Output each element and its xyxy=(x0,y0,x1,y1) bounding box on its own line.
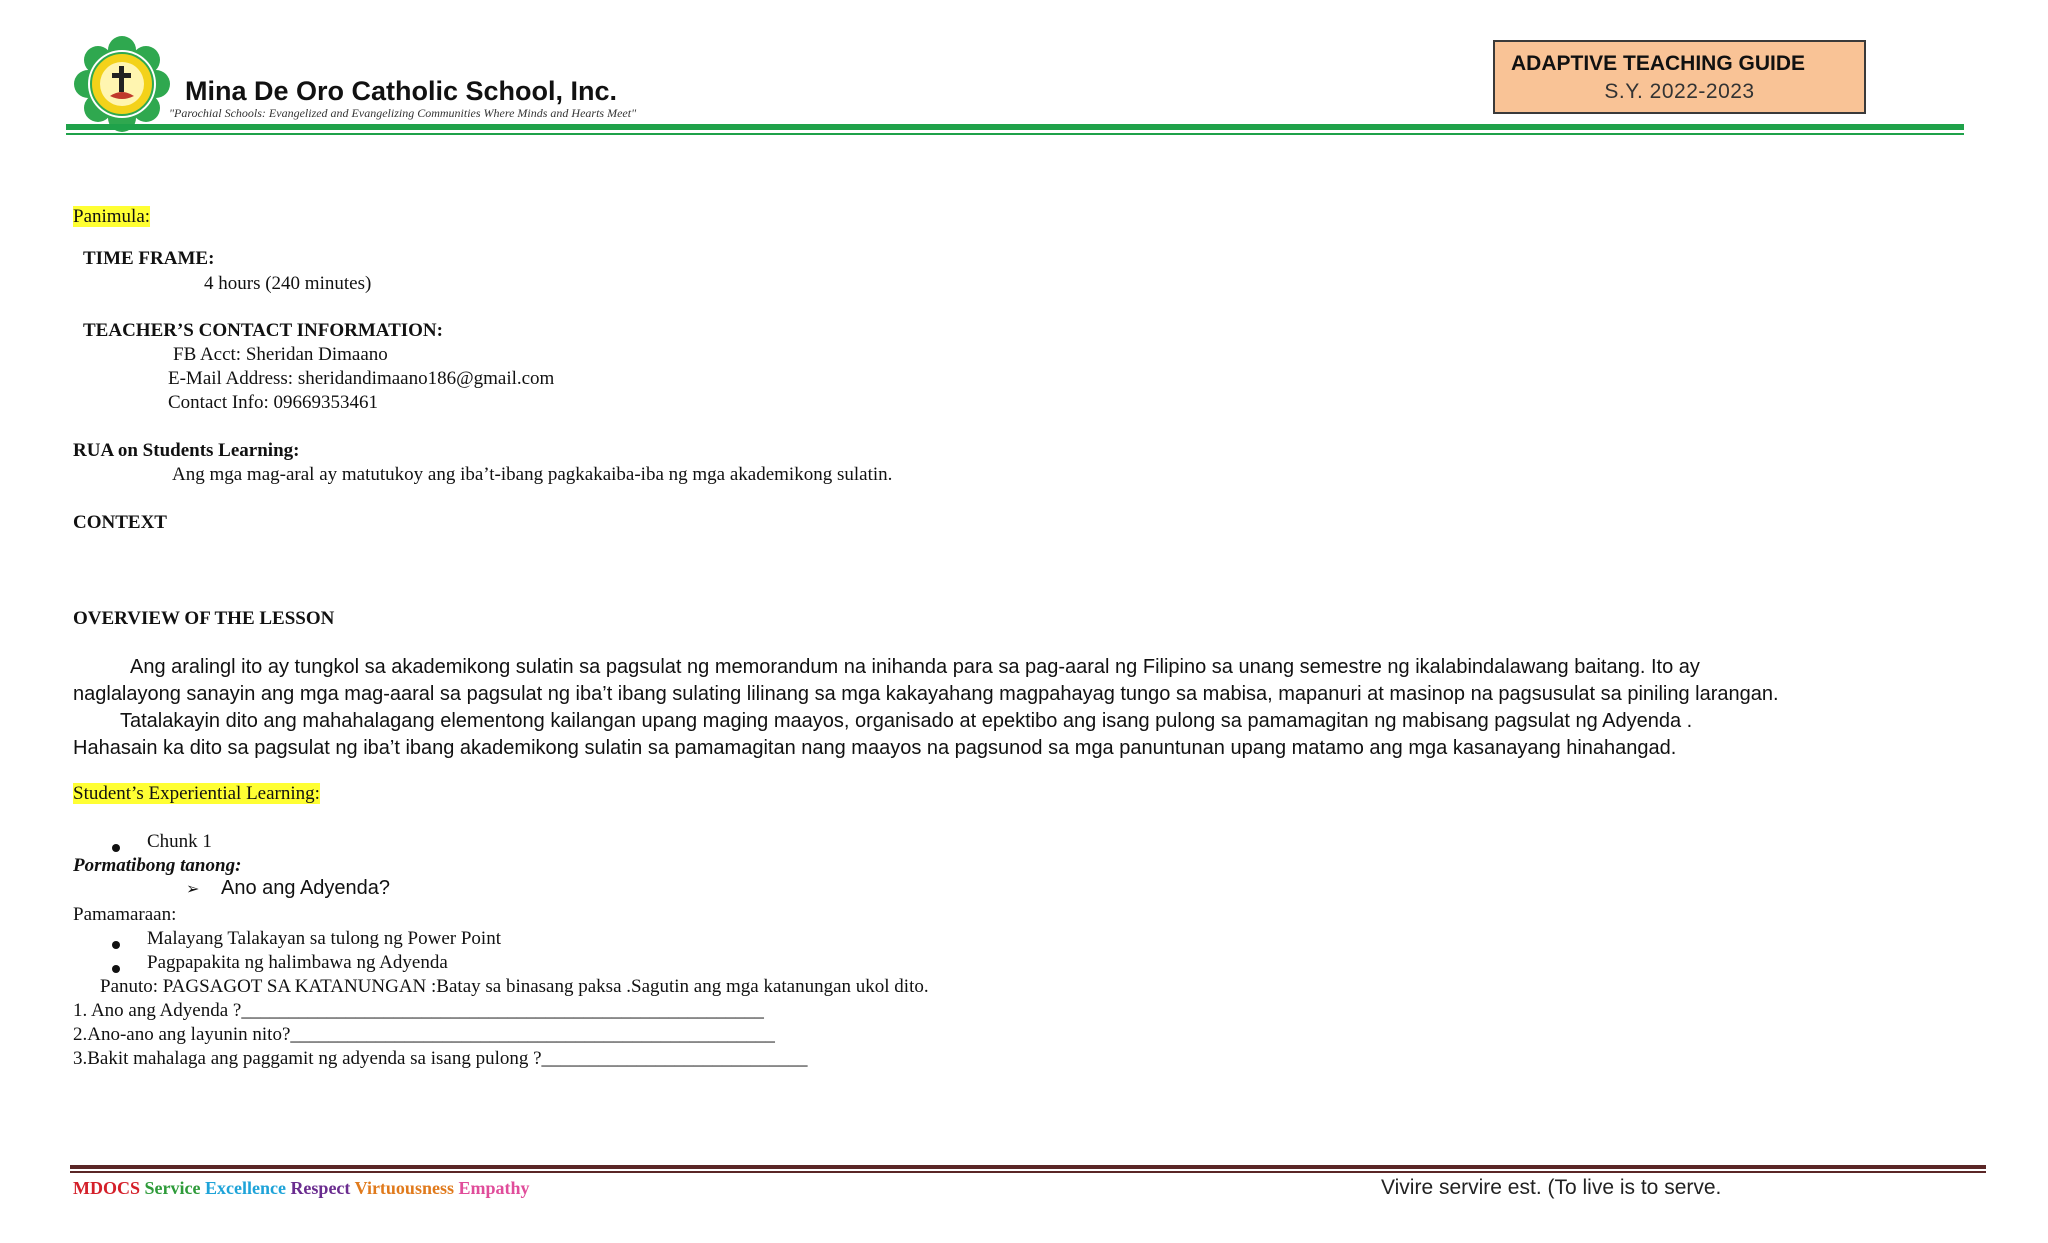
pormatibo-label: Pormatibong tanong: xyxy=(73,855,242,876)
header-divider-thin xyxy=(66,133,1964,135)
header-divider xyxy=(66,124,1964,130)
guide-title-box xyxy=(1493,40,1866,114)
rua-text: Ang mga mag-aral ay matutukoy ang iba’t-ibang pagkakaiba-iba ng mga akademikong sulatin. xyxy=(172,464,893,485)
guide-title: ADAPTIVE TEACHING GUIDE xyxy=(1511,52,1806,75)
footer-divider xyxy=(70,1165,1986,1169)
context-heading: CONTEXT xyxy=(73,512,167,533)
value-empathy: Empathy xyxy=(458,1178,530,1198)
experiential-heading: Student’s Experiential Learning: xyxy=(73,783,320,804)
contact-number: Contact Info: 09669353461 xyxy=(168,392,379,413)
question-1: 1. Ano ang Adyenda ?_______________________________________________________ xyxy=(73,1000,764,1021)
question-2: 2.Ano-ano ang layunin nito?___________________________________________________ xyxy=(73,1024,775,1045)
fb-account: FB Acct: Sheridan Dimaano xyxy=(173,344,388,365)
school-logo xyxy=(74,36,170,132)
overview-line-3: Tatalakayin dito ang mahahalagang elementong kailangan upang maging maayos, organisado at epektibo ang isang pulong sa pamamagitan ng mabisang pagsulat ng Adyenda . xyxy=(120,710,1693,732)
contact-label: TEACHER’S CONTACT INFORMATION: xyxy=(83,320,443,341)
rua-label: RUA on Students Learning: xyxy=(73,440,300,461)
value-service: Service xyxy=(144,1178,201,1198)
value-respect: Respect xyxy=(290,1178,351,1198)
arrow-bullet-icon: ➢ xyxy=(186,881,200,898)
time-frame-value: 4 hours (240 minutes) xyxy=(204,273,372,294)
school-tagline: "Parochial Schools: Evangelized and Evangelizing Communities Where Minds and Hearts Meet" xyxy=(169,106,637,120)
email-address: E-Mail Address: sheridandimaano186@gmail.com xyxy=(168,368,555,389)
question-3: 3.Bakit mahalaga ang paggamit ng adyenda sa isang pulong ?____________________________ xyxy=(73,1048,808,1069)
overview-line-2: naglalayong sanayin ang mga mag-aaral sa pagsulat ng iba’t ibang sulating lilinang sa mga kakayahang magpahayag tungo sa mabisa, mapanuri at masinop na pagsusulat sa piniling larangan. xyxy=(73,683,1779,705)
footer-motto: Vivire servire est. (To live is to serve. xyxy=(1381,1176,1722,1199)
pamamaraan-label: Pamamaraan: xyxy=(73,904,177,925)
method-item-2: Pagpapakita ng halimbawa ng Adyenda xyxy=(147,952,448,973)
overview-heading: OVERVIEW OF THE LESSON xyxy=(73,608,335,629)
time-frame-label: TIME FRAME: xyxy=(83,248,215,269)
school-year: S.Y. 2022-2023 xyxy=(1604,80,1755,103)
bullet-icon xyxy=(112,934,120,953)
question-text: Ano ang Adyenda? xyxy=(221,877,391,899)
panimula-heading: Panimula: xyxy=(73,206,151,227)
chunk-label: Chunk 1 xyxy=(147,831,212,852)
overview-line-4: Hahasain ka dito sa pagsulat ng iba’t ibang akademikong sulatin sa pamamagitan nang maayos na pagsunod sa mga panuntunan upang matamo ang mga kasanayang hinahangad. xyxy=(73,737,1677,759)
core-values xyxy=(73,1178,529,1199)
school-name: Mina De Oro Catholic School, Inc. xyxy=(185,76,618,106)
value-excellence: Excellence xyxy=(204,1178,286,1198)
value-mdocs: MDOCS xyxy=(73,1178,140,1198)
panuto-text: Panuto: PAGSAGOT SA KATANUNGAN :Batay sa binasang paksa .Sagutin ang mga katanungan ukol dito. xyxy=(100,976,929,997)
footer-divider-thin xyxy=(70,1171,1986,1173)
overview-line-1: Ang aralingl ito ay tungkol sa akademikong sulatin sa pagsulat ng memorandum na inihanda para sa pag-aaral ng Filipino sa unang semestre ng ikalabindalawang baitang. Ito ay xyxy=(130,656,1700,678)
value-virtuousness: Virtuousness xyxy=(354,1178,454,1198)
method-item-1: Malayang Talakayan sa tulong ng Power Point xyxy=(147,928,501,949)
